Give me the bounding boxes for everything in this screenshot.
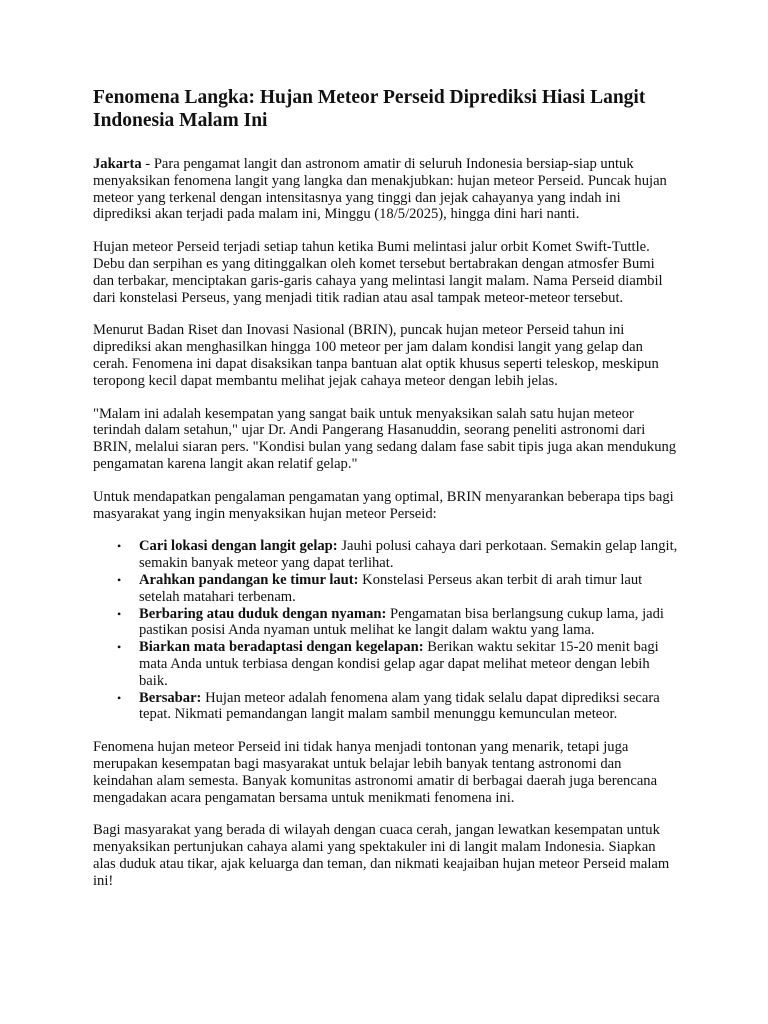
bullet-icon: • xyxy=(117,690,122,705)
tip-text: Berikan waktu sekitar 15-20 menit bagi mata Anda untuk terbiasa dengan kondisi gelap agar dapat melihat meteor dengan lebih baik. xyxy=(139,639,659,689)
list-item xyxy=(117,571,678,606)
list-item xyxy=(117,605,678,640)
paragraph-quote: "Malam ini adalah kesempatan yang sangat baik untuk menyaksikan salah satu hujan meteor terindah dalam setahun," ujar Dr. Andi Pangerang Hasanuddin, seorang peneliti astronomi dari BRIN, melalui siaran pers. "Kondisi bulan yang sedang dalam fase sabit tipis juga akan mendukung pengamatan karena langit akan relatif gelap." xyxy=(93,405,677,472)
paragraph-tips-intro: Untuk mendapatkan pengalaman pengamatan yang optimal, BRIN menyarankan beberapa tips bagi masyarakat yang ingin menyaksikan hujan meteor Perseid: xyxy=(93,488,674,522)
tip-text: Konstelasi Perseus akan terbit di arah timur laut setelah matahari terbenam. xyxy=(139,571,643,605)
tip-title: Cari lokasi dengan langit gelap: xyxy=(139,538,338,555)
tips-list xyxy=(93,538,678,723)
tip-text: Jauhi polusi cahaya dari perkotaan. Semakin gelap langit, semakin banyak meteor yang dapat terlihat. xyxy=(139,538,678,572)
tip-title: Berbaring atau duduk dengan nyaman: xyxy=(139,605,387,622)
list-item xyxy=(117,689,678,724)
tip-title: Arahkan pandangan ke timur laut: xyxy=(139,571,359,588)
tip-title: Biarkan mata beradaptasi dengan kegelapan: xyxy=(139,639,424,656)
tip-text: Pengamatan bisa berlangsung cukup lama, jadi pastikan posisi Anda nyaman untuk melihat ke langit dalam waktu yang lama. xyxy=(139,605,664,639)
paragraph-closing: Bagi masyarakat yang berada di wilayah dengan cuaca cerah, jangan lewatkan kesempatan untuk menyaksikan pertunjukan cahaya alami yang spektakuler ini di langit malam Indonesia. Siapkan alas duduk atau tikar, ajak keluarga dan teman, dan nikmati keajaiban hujan meteor Perseid malam ini! xyxy=(93,822,670,889)
bullet-icon: • xyxy=(117,572,122,587)
lead-text: - Para pengamat langit dan astronom amatir di seluruh Indonesia bersiap-siap untuk menyaksikan fenomena langit yang langka dan menakjubkan: hujan meteor Perseid. Puncak hujan meteor yang terkenal dengan intensitasnya yang tinggi dan jejak cahayanya yang indah ini diprediksi akan terjadi pada malam ini, Minggu (18/5/2025), hingga dini hari nanti. xyxy=(93,156,667,223)
paragraph-community: Fenomena hujan meteor Perseid ini tidak hanya menjadi tontonan yang menarik, tetapi juga merupakan kesempatan bagi masyarakat untuk belajar lebih banyak tentang astronomi dan keindahan alam semesta. Banyak komunitas astronomi amatir di berbagai daerah juga berencana mengadakan acara pengamatan bersama untuk menikmati fenomena ini. xyxy=(93,739,658,806)
lead-location: Jakarta xyxy=(93,156,142,172)
list-item xyxy=(117,538,678,572)
article-title: Fenomena Langka: Hujan Meteor Perseid Diprediksi Hiasi Langit Indonesia Malam Ini xyxy=(93,87,646,131)
bullet-icon: • xyxy=(117,606,122,621)
tip-text: Hujan meteor adalah fenomena alam yang tidak selalu dapat diprediksi secara tepat. Nikmati pemandangan langit malam sambil menunggu kemunculan meteor. xyxy=(139,689,660,723)
paragraph-brin-prediction: Menurut Badan Riset dan Inovasi Nasional (BRIN), puncak hujan meteor Perseid tahun ini diprediksi akan menghasilkan hingga 100 meteor per jam dalam kondisi langit yang gelap dan cerah. Fenomena ini dapat disaksikan tanpa bantuan alat optik khusus seperti teleskop, meskipun teropong kecil dapat membantu melihat jejak cahaya meteor dengan lebih jelas. xyxy=(93,322,659,389)
paragraph-orbit: Hujan meteor Perseid terjadi setiap tahun ketika Bumi melintasi jalur orbit Komet Swift-Tuttle. Debu dan serpihan es yang ditinggalkan oleh komet tersebut bertabrakan dengan atmosfer Bumi dan terbakar, menciptakan garis-garis cahaya yang melintasi langit malam. Nama Perseid diambil dari konstelasi Perseus, yang menjadi titik radian atau asal tampak meteor-meteor tersebut. xyxy=(93,239,663,306)
bullet-icon: • xyxy=(117,539,122,554)
lead-paragraph xyxy=(93,156,678,223)
bullet-icon: • xyxy=(117,640,122,655)
tip-title: Bersabar: xyxy=(139,689,202,706)
list-item xyxy=(117,639,678,689)
